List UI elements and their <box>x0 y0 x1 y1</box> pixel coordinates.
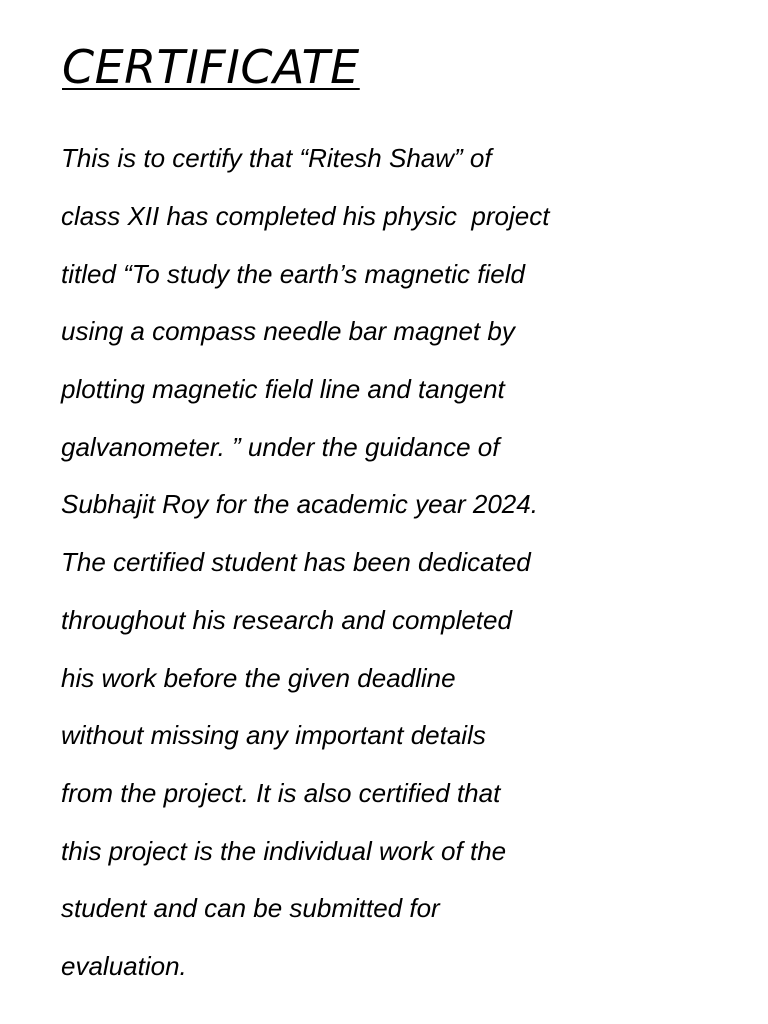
body-text-line: This is to certify that “Ritesh Shaw” of <box>61 143 492 174</box>
body-text-line: class XII has completed his physic project <box>61 201 550 232</box>
body-text-line: his work before the given deadline <box>61 662 456 693</box>
body-text-line: this project is the individual work of the <box>61 835 507 866</box>
body-text-line: evaluation. <box>61 950 187 981</box>
body-text-line: plotting magnetic field line and tangent <box>61 374 505 405</box>
body-text-line: from the project. It is also certified that <box>61 777 501 808</box>
body-text-line: Subhajit Roy for the academic year 2024. <box>61 489 538 520</box>
body-text-line: titled “To study the earth’s magnetic field <box>61 258 525 289</box>
body-text-line: galvanometer. ” under the guidance of <box>61 431 500 462</box>
body-text-line: throughout his research and completed <box>61 604 512 635</box>
body-text-line: using a compass needle bar magnet by <box>61 316 515 347</box>
body-text-line: without missing any important details <box>61 720 486 751</box>
body-text-line: student and can be submitted for <box>61 893 440 924</box>
certificate-body <box>61 130 701 995</box>
certificate-title: CERTIFICATE <box>62 40 360 94</box>
body-text-line: The certified student has been dedicated <box>61 547 531 578</box>
